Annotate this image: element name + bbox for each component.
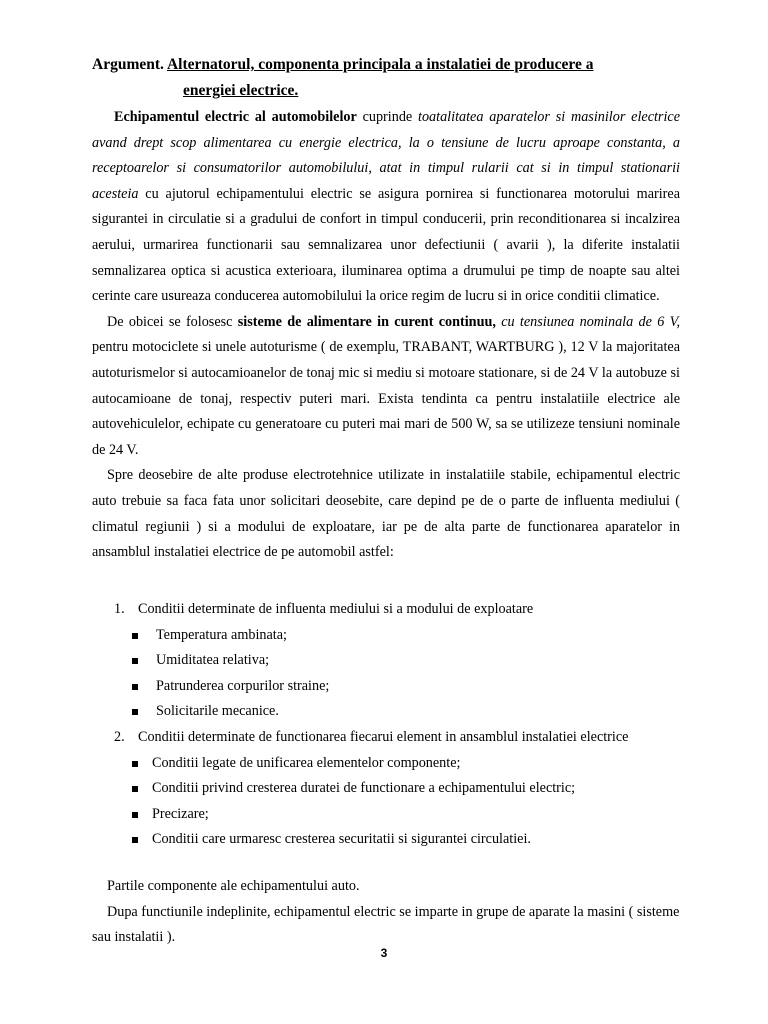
bullet-text: Umiditatea relativa; (156, 652, 270, 669)
bullet-item (92, 699, 682, 725)
paragraph-3: Spre deosebire de alte produse electrotehnice utilizate in instalatiile stabile, echipamentul electric auto trebuie sa faca fata unor solicitari deosebite, care depind pe de o parte de influenta mediului ( climatul regiunii ) si a modului de exploatare, iar pe de alta parte de functionarea aparatelor in ansamblul instalatiei electrice de pe automobil astfel: (92, 467, 680, 561)
square-bullet-icon (132, 623, 156, 649)
square-bullet-icon (132, 674, 156, 700)
list-item-2 (92, 725, 682, 751)
closing-paragraph-1: Partile componente ale echipamentului auto. (107, 878, 360, 894)
conditions-list (92, 597, 682, 853)
list-item-text: Conditii determinate de influenta mediului si a modului de exploatare (138, 601, 534, 617)
list-item-1 (92, 597, 682, 623)
bullet-text: Conditii legate de unificarea elementelor componente; (152, 754, 461, 771)
p1-italic: toatalitatea aparatelor si masinilor electrice avand drept scop alimentarea cu energie electrica, la o tensiune de lucru aproape constanta, a receptoarelor si consumatorilor automobilului, atat in timpul rularii cat si in timpul stationarii acesteia (92, 109, 680, 202)
bullet-item (92, 623, 682, 649)
bullet-text: Solicitarile mecanice. (156, 703, 279, 720)
p2-bold: sisteme de alimentare in curent continuu, (237, 313, 496, 330)
square-bullet-icon (132, 827, 152, 853)
bullet-item (92, 648, 682, 674)
bullet-text: Conditii privind cresterea duratei de functionare a echipamentului electric; (152, 780, 576, 797)
list-number: 1. (114, 601, 125, 617)
bullet-text: Patrunderea corpurilor straine; (156, 677, 330, 694)
bullet-item (92, 802, 682, 828)
p2-text-1: De obicei se folosesc (107, 313, 238, 330)
heading-title-line2: energiei electrice. (183, 82, 299, 99)
heading-title-line1: Alternatorul, componenta principala a instalatiei de producere a (166, 56, 594, 73)
closing-paragraph-2: Dupa functiunile indeplinite, echipamentul electric se imparte in grupe de aparate la masini ( sisteme sau instalatii ). (92, 903, 680, 946)
document-heading (92, 52, 692, 104)
square-bullet-icon (132, 751, 152, 777)
bullet-text: Precizare; (152, 805, 209, 822)
bullet-item (92, 674, 682, 700)
p1-text-2: cu ajutorul echipamentului electric se asigura pornirea si functionarea motorului marirea sigurantei in circulatie si a gradului de confort in timpul conducerii, prin reconditionarea si incalzirea aerului, urmarirea functionarii sau semnalizarea unor defectiunii ( avarii ), la diferite instalatii semnalizarea optica si acustica exterioara, iluminarea optima a drumului pe timp de noapte sau altei cerinte care usureaza conducerea automobilului la orice regim de lucru si in orice conditii climatice. (92, 185, 680, 305)
square-bullet-icon (132, 802, 152, 828)
bullet-item (92, 827, 682, 853)
p1-text-1: cuprinde (356, 109, 419, 125)
p1-bold-start: Echipamentul electric al automobilelor (114, 109, 357, 125)
p2-italic: cu tensiunea nominala de 6 V, (501, 313, 680, 330)
bullet-text: Temperatura ambinata; (156, 626, 287, 643)
p2-text-3: pentru motociclete si unele autoturisme ( de exemplu, TRABANT, WARTBURG ), 12 V la majoritatea autoturismelor si autocamioanelor de tonaj mic si mediu si motoare stationare, si de 24 V la autobuze si autocamioane de tonaj, respectiv puteri mari. Exista tendinta ca pentru instalatiile electrice ale autovehiculelor, echipate cu generatoare cu puteri mai mari de 500 W, sa se utilizeze tensiuni nominale de 24 V. (92, 339, 680, 458)
bullet-item (92, 776, 682, 802)
heading-label: Argument. (92, 56, 164, 73)
document-body (92, 105, 680, 566)
square-bullet-icon (132, 776, 152, 802)
square-bullet-icon (132, 699, 156, 725)
list-number: 2. (114, 728, 125, 745)
bullet-text: Conditii care urmaresc cresterea securitatii si sigurantei circulatiei. (152, 831, 531, 848)
bullet-item (92, 751, 682, 777)
closing-section (92, 874, 682, 951)
list-item-text: Conditii determinate de functionarea fiecarui element in ansamblul instalatiei electrice (138, 728, 629, 745)
square-bullet-icon (132, 648, 156, 674)
page-number: 3 (380, 946, 388, 960)
paragraph-1 (92, 105, 680, 310)
paragraph-2 (92, 310, 680, 464)
